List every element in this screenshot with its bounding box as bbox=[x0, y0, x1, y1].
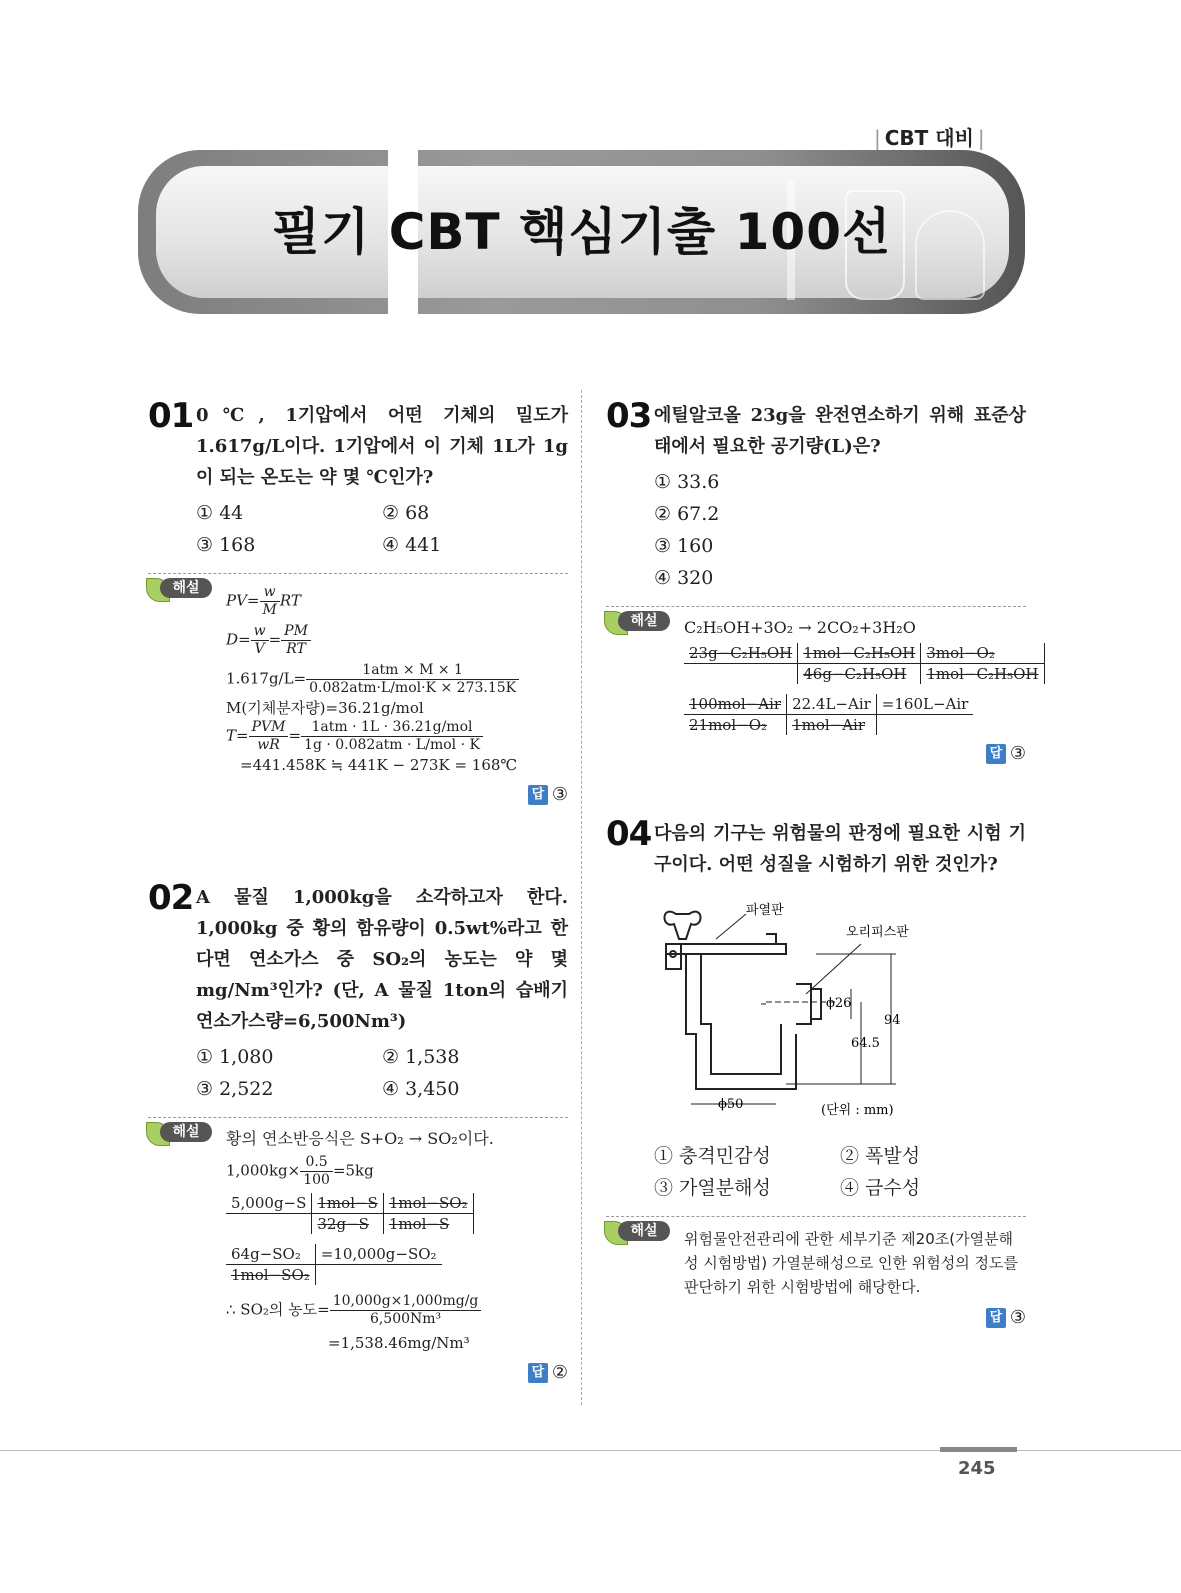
answer-label: 답 bbox=[528, 785, 548, 805]
label-orifice-plate: 오리피스판 bbox=[846, 925, 909, 940]
question-number: 03 bbox=[606, 396, 652, 436]
answer-label: 답 bbox=[986, 1308, 1006, 1328]
footer-accent-bar bbox=[940, 1447, 1017, 1452]
explain-label: 해설 bbox=[160, 578, 212, 598]
formula-line: =1,538.46mg/Nm³ bbox=[328, 1334, 470, 1352]
unit-label: (단위 : mm) bbox=[821, 1103, 894, 1118]
question-03 bbox=[606, 396, 1039, 764]
question-number: 02 bbox=[148, 878, 194, 918]
answer-label: 답 bbox=[986, 744, 1006, 764]
options bbox=[654, 1142, 1026, 1202]
formula-line: 1,000kg× $\frac{0.5}{100}$ =5kg bbox=[226, 1154, 374, 1188]
explain-badge bbox=[604, 609, 672, 635]
column-divider bbox=[581, 390, 582, 1405]
explanation bbox=[606, 606, 1039, 735]
question-number: 01 bbox=[148, 396, 194, 436]
dim-64-5: 64.5 bbox=[851, 1036, 880, 1051]
question-02 bbox=[148, 878, 568, 1383]
question-04 bbox=[606, 814, 1026, 1328]
explanation-text: 황의 연소반응식은 S+O₂ → SO₂이다. bbox=[226, 1129, 494, 1148]
label-rupture-disc: 파열판 bbox=[746, 903, 784, 918]
answer-value: ③ bbox=[1009, 743, 1026, 764]
formula-line: 1.617g/L= $\frac{\text{1atm × M × 1}}{\text{0.082atm·L/mol·K × 273.15K}}$ bbox=[226, 662, 568, 697]
unit-conversion-table: 64g−SO₂ =10,000g−SO₂ 1mol−SO₂ bbox=[226, 1244, 442, 1285]
dim-phi50: ϕ50 bbox=[718, 1097, 744, 1112]
answer bbox=[606, 743, 1026, 764]
explanation bbox=[606, 1216, 1026, 1299]
dim-94: 94 bbox=[884, 1013, 901, 1028]
option-4[interactable]: ④ 3,450 bbox=[382, 1078, 460, 1100]
question-text: 0℃, 1기압에서 어떤 기체의 밀도가 1.617g/L이다. 1기압에서 이 기체 1L가 1g이 되는 온도는 약 몇 ℃인가? bbox=[196, 405, 568, 488]
unit-conversion-table: 23g−C₂H₅OH 1mol−C₂H₅OH 3mol−O₂ 46g−C₂H₅OH 1mol−C₂H₅OH bbox=[684, 643, 1045, 684]
answer-value: ③ bbox=[1009, 1307, 1026, 1328]
answer bbox=[148, 1362, 568, 1383]
option-1[interactable]: ① 충격민감성 bbox=[654, 1145, 771, 1167]
question-01 bbox=[148, 396, 568, 805]
explain-label: 해설 bbox=[618, 611, 670, 631]
option-2[interactable]: ② 1,538 bbox=[382, 1046, 460, 1068]
section-tag: | CBT 대비 | bbox=[874, 126, 985, 150]
formula-line: T= $\frac{\text{PVM}}{wR}$ = $\frac{\text{1atm · 1L · 36.21g/mol}}{\text{1g · 0.082atm · L/mol · K}}$ bbox=[226, 719, 568, 754]
explain-badge bbox=[146, 576, 214, 602]
answer-label: 답 bbox=[528, 1363, 548, 1383]
answer-value: ③ bbox=[551, 784, 568, 805]
question-text: 에틸알코올 23g을 완전연소하기 위해 표준상태에서 필요한 공기량(L)은? bbox=[654, 405, 1026, 457]
option-4[interactable]: ④ 441 bbox=[382, 534, 442, 556]
options bbox=[196, 499, 568, 559]
question-number: 04 bbox=[606, 814, 652, 854]
option-1[interactable]: ① 1,080 bbox=[196, 1046, 274, 1068]
answer-value: ② bbox=[551, 1362, 568, 1383]
dim-phi26: ϕ26 bbox=[826, 996, 852, 1011]
explanation bbox=[148, 1117, 568, 1354]
page-title: 필기 CBT 핵심기출 100선 bbox=[271, 203, 892, 261]
option-1[interactable]: ① 44 bbox=[196, 502, 244, 524]
unit-conversion-table: 5,000g−S 1mol−S 1mol−SO₂ 32g−S 1mol−S bbox=[226, 1193, 474, 1234]
explanation-text: 위험물안전관리에 관한 세부기준 제20조(가열분해성 시험방법) 가열분해성으로 인한 위험성의 정도를 판단하기 위한 시험방법에 해당한다. bbox=[684, 1230, 1018, 1296]
answer bbox=[148, 784, 568, 805]
section-tag-label: CBT 대비 bbox=[884, 126, 974, 150]
option-2[interactable]: ② 폭발성 bbox=[840, 1145, 921, 1167]
option-2[interactable]: ② 68 bbox=[382, 502, 430, 524]
explanation bbox=[148, 573, 568, 776]
option-3[interactable]: ③ 가열분해성 bbox=[654, 1177, 771, 1199]
options bbox=[196, 1043, 568, 1103]
option-3[interactable]: ③ 160 bbox=[654, 535, 714, 557]
formula-line: D= $\frac{w}{V}$ = $\frac{PM}{RT}$ bbox=[226, 623, 568, 658]
option-3[interactable]: ③ 168 bbox=[196, 534, 256, 556]
formula-line: M(기체분자량)=36.21g/mol bbox=[226, 699, 424, 717]
answer bbox=[606, 1307, 1026, 1328]
formula-line: PV= $\frac{w}{M}$ RT bbox=[226, 584, 301, 618]
explain-badge bbox=[146, 1120, 214, 1146]
question-text: A 물질 1,000kg을 소각하고자 한다. 1,000kg 중 황의 함유량이 0.5wt%라고 한다면 연소가스 중 SO₂의 농도는 약 몇 mg/Nm³인가? (단, A 물질 1ton의 습배기 연소가스량=6,500Nm³) bbox=[196, 887, 568, 1032]
formula-line: =441.458K ≒ 441K − 273K = 168℃ bbox=[240, 756, 518, 774]
formula-line: ∴ SO₂의 농도= $\frac{10,000g\times 1,000mg/g}{\text{6,500Nm³}}$ bbox=[226, 1293, 568, 1328]
title-banner bbox=[138, 150, 1025, 314]
explain-badge bbox=[604, 1219, 672, 1245]
option-3[interactable]: ③ 2,522 bbox=[196, 1078, 274, 1100]
unit-conversion-table: 100mol−Air 22.4L−Air =160L−Air 21mol−O₂ 1mol−Air bbox=[684, 694, 973, 735]
option-2[interactable]: ② 67.2 bbox=[654, 503, 720, 525]
test-apparatus-figure bbox=[646, 894, 966, 1124]
question-text: 다음의 기구는 위험물의 판정에 필요한 시험 기구이다. 어떤 성질을 시험하기 위한 것인가? bbox=[654, 823, 1026, 875]
explain-label: 해설 bbox=[618, 1221, 670, 1241]
options bbox=[654, 468, 1026, 592]
reaction-equation: C₂H₅OH+3O₂ → 2CO₂+3H₂O bbox=[684, 618, 916, 637]
page-number: 245 bbox=[958, 1458, 996, 1479]
option-4[interactable]: ④ 금수성 bbox=[840, 1177, 921, 1199]
explain-label: 해설 bbox=[160, 1122, 212, 1142]
option-4[interactable]: ④ 320 bbox=[654, 567, 714, 589]
option-1[interactable]: ① 33.6 bbox=[654, 471, 720, 493]
